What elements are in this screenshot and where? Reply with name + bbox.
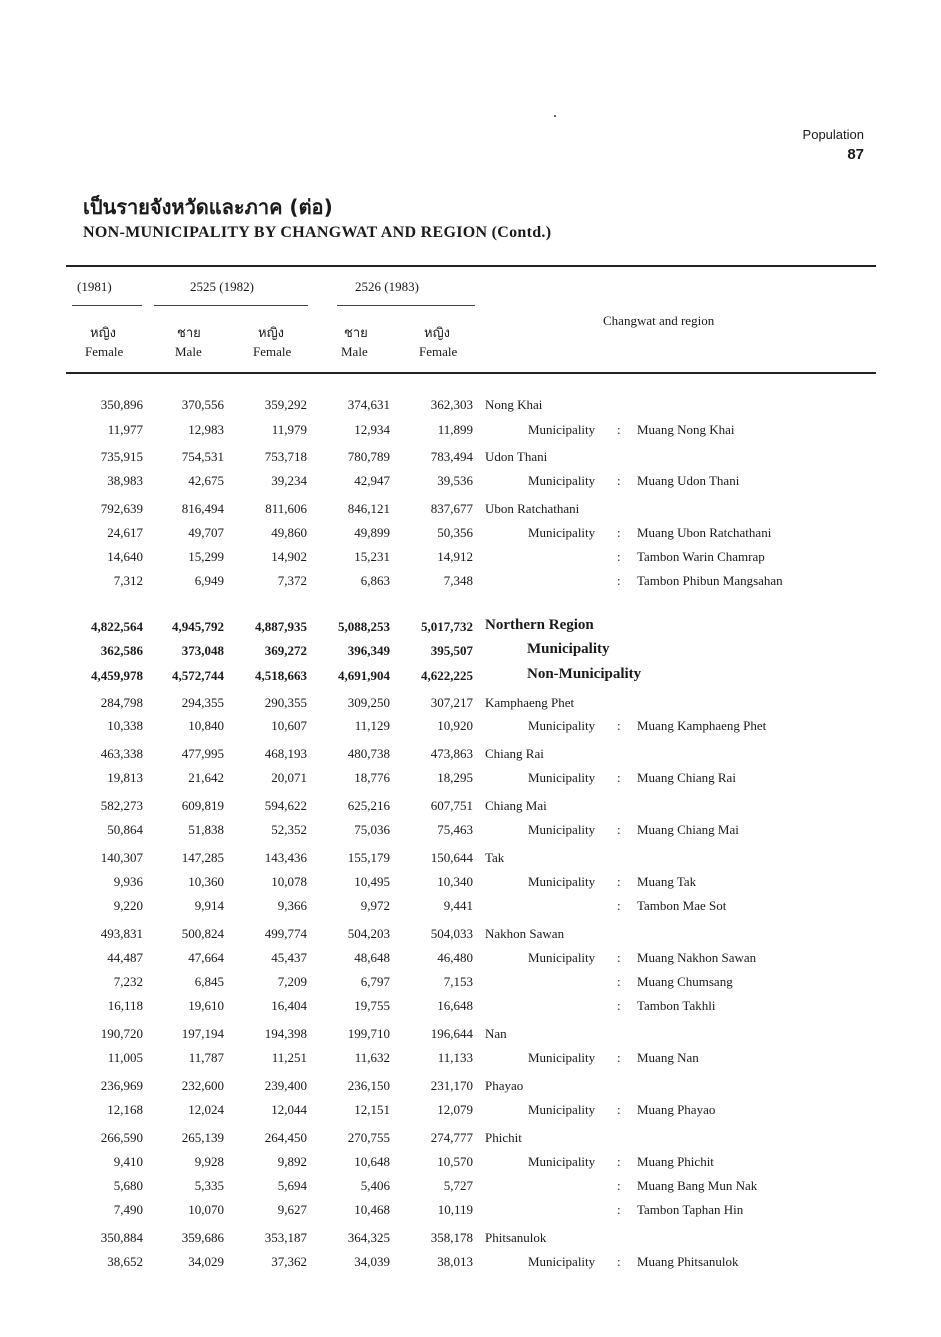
table-row [0,1202,941,1226]
table-row [0,1102,941,1126]
cell-value: 6,797 [360,974,390,989]
municipality-label: Municipality [528,950,596,965]
cell-value: 42,675 [188,473,224,488]
table-row [0,874,941,898]
cell-value: 473,863 [430,746,473,761]
cell-value: 18,295 [437,770,473,785]
place-name: Tambon Taphan Hin [637,1202,744,1217]
cell-value: 6,949 [194,573,224,588]
municipality-label: Municipality [528,874,596,889]
cell-value: 9,220 [113,898,143,913]
table-row [0,1178,941,1202]
cell-value: 11,251 [271,1050,307,1065]
table-row [0,668,941,692]
cell-value: 4,945,792 [172,619,224,634]
cell-value: 6,845 [194,974,224,989]
colon-separator: : [617,1178,621,1193]
municipality-label: Municipality [528,1154,596,1169]
col1-th: หญิง [90,326,116,341]
colon-separator: : [617,1154,621,1169]
place-name: Muang Chumsang [637,974,733,989]
cell-value: 50,864 [107,822,143,837]
cell-value: 463,338 [100,746,143,761]
top-rule [66,265,876,267]
table-row [0,695,941,719]
colon-separator: : [617,1202,621,1217]
changwat-name: Tak [485,850,505,865]
cell-value: 11,899 [437,422,473,437]
cell-value: 5,694 [277,1178,307,1193]
col5-en: Female [419,344,458,359]
table-row [0,422,941,446]
cell-value: 10,607 [271,718,307,733]
cell-value: 735,915 [100,449,143,464]
cell-value: 4,887,935 [255,619,307,634]
year-1981: (1981) [77,279,112,294]
cell-value: 49,707 [188,525,224,540]
cell-value: 5,017,732 [421,619,473,634]
cell-value: 50,356 [437,525,473,540]
place-name: Muang Ubon Ratchathani [637,525,772,540]
region-name: Northern Region [485,617,594,633]
table-row [0,974,941,998]
cell-value: 11,632 [354,1050,390,1065]
changwat-name: Nakhon Sawan [485,926,565,941]
cell-value: 9,972 [360,898,390,913]
colon-separator: : [617,1254,621,1269]
cell-value: 12,983 [188,422,224,437]
cell-value: 16,648 [437,998,473,1013]
cell-value: 11,129 [354,718,390,733]
cell-value: 15,299 [188,549,224,564]
place-name: Muang Nan [637,1050,699,1065]
cell-value: 350,884 [100,1230,143,1245]
cell-value: 7,232 [113,974,143,989]
cell-value: 594,622 [264,798,307,813]
cell-value: 11,979 [271,422,307,437]
cell-value: 155,179 [347,850,390,865]
cell-value: 37,362 [271,1254,307,1269]
cell-value: 16,118 [107,998,143,1013]
colon-separator: : [617,718,621,733]
col4-en: Male [341,344,368,359]
cell-value: 499,774 [264,926,307,941]
cell-value: 477,995 [181,746,224,761]
header-rule [66,372,876,374]
col3-en: Female [253,344,292,359]
place-name: Muang Phitsanulok [637,1254,739,1269]
cell-value: 7,372 [277,573,307,588]
cell-value: 362,586 [100,643,143,658]
year-1983: 2526 (1983) [355,279,419,294]
cell-value: 294,355 [181,695,224,710]
cell-value: 231,170 [430,1078,473,1093]
table-row [0,549,941,573]
cell-value: 12,044 [271,1102,307,1117]
cell-value: 307,217 [430,695,473,710]
place-name: Tambon Phibun Mangsahan [637,573,783,588]
cell-value: 9,892 [277,1154,307,1169]
cell-value: 373,048 [181,643,224,658]
cell-value: 49,899 [354,525,390,540]
colon-separator: : [617,1050,621,1065]
changwat-name: Phichit [485,1130,522,1145]
cell-value: 12,151 [354,1102,390,1117]
cell-value: 9,410 [113,1154,143,1169]
cell-value: 364,325 [347,1230,390,1245]
cell-value: 140,307 [100,850,143,865]
region-subtotal-label: Municipality [527,641,610,657]
cell-value: 480,738 [347,746,390,761]
table-row [0,798,941,822]
cell-value: 500,824 [181,926,224,941]
colon-separator: : [617,998,621,1013]
cell-value: 607,751 [430,798,473,813]
cell-value: 75,036 [354,822,390,837]
cell-value: 6,863 [360,573,390,588]
cell-value: 16,404 [271,998,307,1013]
cell-value: 21,642 [188,770,224,785]
table-row [0,449,941,473]
cell-value: 4,691,904 [338,668,390,683]
cell-value: 4,518,663 [255,668,307,683]
cell-value: 38,983 [107,473,143,488]
colon-separator: : [617,473,621,488]
cell-value: 358,178 [430,1230,473,1245]
table-row [0,643,941,667]
changwat-name: Chiang Mai [485,798,547,813]
cell-value: 12,024 [188,1102,224,1117]
cell-value: 353,187 [264,1230,307,1245]
cell-value: 609,819 [181,798,224,813]
region-subtotal-label: Non-Municipality [527,666,642,682]
cell-value: 10,570 [437,1154,473,1169]
table-row [0,850,941,874]
title-thai: เป็นรายจังหวัดและภาค (ต่อ) [83,195,333,219]
cell-value: 19,610 [188,998,224,1013]
cell-value: 12,168 [107,1102,143,1117]
cell-value: 274,777 [430,1130,473,1145]
municipality-label: Municipality [528,473,596,488]
cell-value: 395,507 [430,643,473,658]
cell-value: 7,153 [443,974,473,989]
cell-value: 10,338 [107,718,143,733]
table-row [0,1050,941,1074]
table-row [0,898,941,922]
cell-value: 24,617 [107,525,143,540]
cell-value: 9,627 [277,1202,307,1217]
cell-value: 18,776 [354,770,390,785]
cell-value: 754,531 [181,449,224,464]
cell-value: 9,441 [443,898,473,913]
cell-value: 4,459,978 [91,668,143,683]
cell-value: 10,119 [437,1202,473,1217]
cell-value: 816,494 [181,501,224,516]
cell-value: 370,556 [181,397,224,412]
place-name: Muang Tak [637,874,697,889]
cell-value: 396,349 [347,643,390,658]
cell-value: 264,450 [264,1130,307,1145]
municipality-label: Municipality [528,1050,596,1065]
cell-value: 359,292 [264,397,307,412]
cell-value: 270,755 [347,1130,390,1145]
table-row [0,822,941,846]
cell-value: 10,078 [271,874,307,889]
municipality-label: Municipality [528,1102,596,1117]
col1-en: Female [85,344,124,359]
col4-th: ชาย [344,326,368,341]
cell-value: 147,285 [181,850,224,865]
cell-value: 14,640 [107,549,143,564]
cell-value: 34,029 [188,1254,224,1269]
cell-value: 75,463 [437,822,473,837]
cell-value: 19,755 [354,998,390,1013]
cell-value: 4,822,564 [91,619,143,634]
cell-value: 811,606 [265,501,307,516]
cell-value: 20,071 [271,770,307,785]
colon-separator: : [617,822,621,837]
place-name: Tambon Mae Sot [637,898,727,913]
col2-th: ชาย [177,326,201,341]
colon-separator: : [617,525,621,540]
cell-value: 284,798 [100,695,143,710]
cell-value: 837,677 [430,501,473,516]
cell-value: 39,234 [271,473,307,488]
cell-value: 47,664 [188,950,224,965]
cell-value: 14,912 [437,549,473,564]
place-name: Muang Nong Khai [637,422,735,437]
cell-value: 9,928 [194,1154,224,1169]
span-line-1983 [337,305,475,306]
table-row [0,525,941,549]
cell-value: 39,536 [437,473,473,488]
section-label: Population [802,127,864,142]
cell-value: 10,468 [354,1202,390,1217]
cell-value: 290,355 [264,695,307,710]
municipality-label: Municipality [528,822,596,837]
place-name: Muang Nakhon Sawan [637,950,757,965]
cell-value: 369,272 [264,643,307,658]
table-row [0,1254,941,1278]
cell-value: 5,680 [113,1178,143,1193]
cell-value: 11,787 [188,1050,224,1065]
col3-th: หญิง [258,326,284,341]
year-1982: 2525 (1982) [190,279,254,294]
cell-value: 266,590 [100,1130,143,1145]
cell-value: 493,831 [100,926,143,941]
changwat-name: Phitsanulok [485,1230,547,1245]
cell-value: 846,121 [347,501,390,516]
cell-value: 150,644 [430,850,473,865]
cell-value: 11,005 [107,1050,143,1065]
cell-value: 5,406 [360,1178,390,1193]
cell-value: 34,039 [354,1254,390,1269]
cell-value: 38,652 [107,1254,143,1269]
place-name: Muang Bang Mun Nak [637,1178,758,1193]
place-name: Muang Kamphaeng Phet [637,718,767,733]
table-row [0,1230,941,1254]
colon-separator: : [617,549,621,564]
table-row [0,573,941,597]
table-row [0,1026,941,1050]
table-row [0,770,941,794]
colon-separator: : [617,974,621,989]
cell-value: 5,727 [443,1178,473,1193]
place-name: Muang Chiang Rai [637,770,736,785]
place-name: Tambon Warin Chamrap [637,549,765,564]
cell-value: 783,494 [430,449,473,464]
cell-value: 11,977 [107,422,143,437]
table-row [0,501,941,525]
table-row [0,1078,941,1102]
colon-separator: : [617,770,621,785]
table-row [0,1130,941,1154]
title-english: NON-MUNICIPALITY BY CHANGWAT AND REGION (Contd.) [83,224,552,241]
col-label-changwat: Changwat and region [603,313,715,328]
cell-value: 10,840 [188,718,224,733]
cell-value: 15,231 [354,549,390,564]
cell-value: 9,914 [194,898,224,913]
cell-value: 49,860 [271,525,307,540]
cell-value: 7,490 [113,1202,143,1217]
cell-value: 196,644 [430,1026,473,1041]
municipality-label: Municipality [528,770,596,785]
colon-separator: : [617,1102,621,1117]
table-row [0,926,941,950]
cell-value: 10,648 [354,1154,390,1169]
cell-value: 239,400 [264,1078,307,1093]
cell-value: 14,902 [271,549,307,564]
cell-value: 753,718 [264,449,307,464]
col2-en: Male [175,344,202,359]
cell-value: 194,398 [264,1026,307,1041]
cell-value: 44,487 [107,950,143,965]
cell-value: 362,303 [430,397,473,412]
cell-value: 46,480 [437,950,473,965]
cell-value: 19,813 [107,770,143,785]
cell-value: 232,600 [181,1078,224,1093]
place-name: Muang Phayao [637,1102,716,1117]
col5-th: หญิง [424,326,450,341]
cell-value: 190,720 [100,1026,143,1041]
cell-value: 4,622,225 [421,668,473,683]
cell-value: 780,789 [347,449,390,464]
cell-value: 143,436 [264,850,307,865]
place-name: Muang Chiang Mai [637,822,739,837]
cell-value: 236,150 [347,1078,390,1093]
cell-value: 11,133 [437,1050,473,1065]
place-name: Muang Udon Thani [637,473,740,488]
cell-value: 7,209 [277,974,307,989]
cell-value: 582,273 [100,798,143,813]
cell-value: 9,936 [113,874,143,889]
cell-value: 38,013 [437,1254,473,1269]
cell-value: 10,360 [188,874,224,889]
cell-value: 359,686 [181,1230,224,1245]
cell-value: 48,648 [354,950,390,965]
table-row [0,718,941,742]
changwat-name: Phayao [485,1078,524,1093]
cell-value: 350,896 [100,397,143,412]
changwat-name: Chiang Rai [485,746,544,761]
changwat-name: Nong Khai [485,397,543,412]
cell-value: 45,437 [271,950,307,965]
cell-value: 10,495 [354,874,390,889]
cell-value: 792,639 [100,501,143,516]
cell-value: 5,088,253 [338,619,390,634]
colon-separator: : [617,874,621,889]
table-row [0,1154,941,1178]
cell-value: 42,947 [354,473,390,488]
cell-value: 7,348 [443,573,473,588]
changwat-name: Kamphaeng Phet [485,695,575,710]
table-row [0,746,941,770]
colon-separator: : [617,950,621,965]
colon-separator: : [617,422,621,437]
municipality-label: Municipality [528,1254,596,1269]
cell-value: 5,335 [194,1178,224,1193]
table-row [0,950,941,974]
cell-value: 504,203 [347,926,390,941]
cell-value: 374,631 [347,397,390,412]
changwat-name: Ubon Ratchathani [485,501,580,516]
cell-value: 197,194 [181,1026,224,1041]
colon-separator: : [617,573,621,588]
table-row [0,998,941,1022]
place-name: Tambon Takhli [637,998,716,1013]
cell-value: 199,710 [347,1026,390,1041]
colon-separator: : [617,898,621,913]
cell-value: 625,216 [347,798,390,813]
cell-value: 236,969 [100,1078,143,1093]
cell-value: 12,934 [354,422,390,437]
table-row [0,619,941,643]
cell-value: 468,193 [264,746,307,761]
cell-value: 10,920 [437,718,473,733]
cell-value: 4,572,744 [172,668,224,683]
span-line-1981 [72,305,142,306]
municipality-label: Municipality [528,718,596,733]
municipality-label: Municipality [528,525,596,540]
cell-value: 12,079 [437,1102,473,1117]
cell-value: 10,340 [437,874,473,889]
changwat-name: Udon Thani [485,449,548,464]
stray-dot: . [553,104,557,121]
cell-value: 7,312 [113,573,143,588]
cell-value: 309,250 [347,695,390,710]
cell-value: 504,033 [430,926,473,941]
changwat-name: Nan [485,1026,507,1041]
table-row [0,397,941,421]
page-number: 87 [847,146,864,163]
municipality-label: Municipality [528,422,596,437]
cell-value: 10,070 [188,1202,224,1217]
cell-value: 9,366 [277,898,307,913]
place-name: Muang Phichit [637,1154,714,1169]
cell-value: 265,139 [181,1130,224,1145]
span-line-1982 [154,305,308,306]
table-row [0,473,941,497]
cell-value: 51,838 [188,822,224,837]
cell-value: 52,352 [271,822,307,837]
